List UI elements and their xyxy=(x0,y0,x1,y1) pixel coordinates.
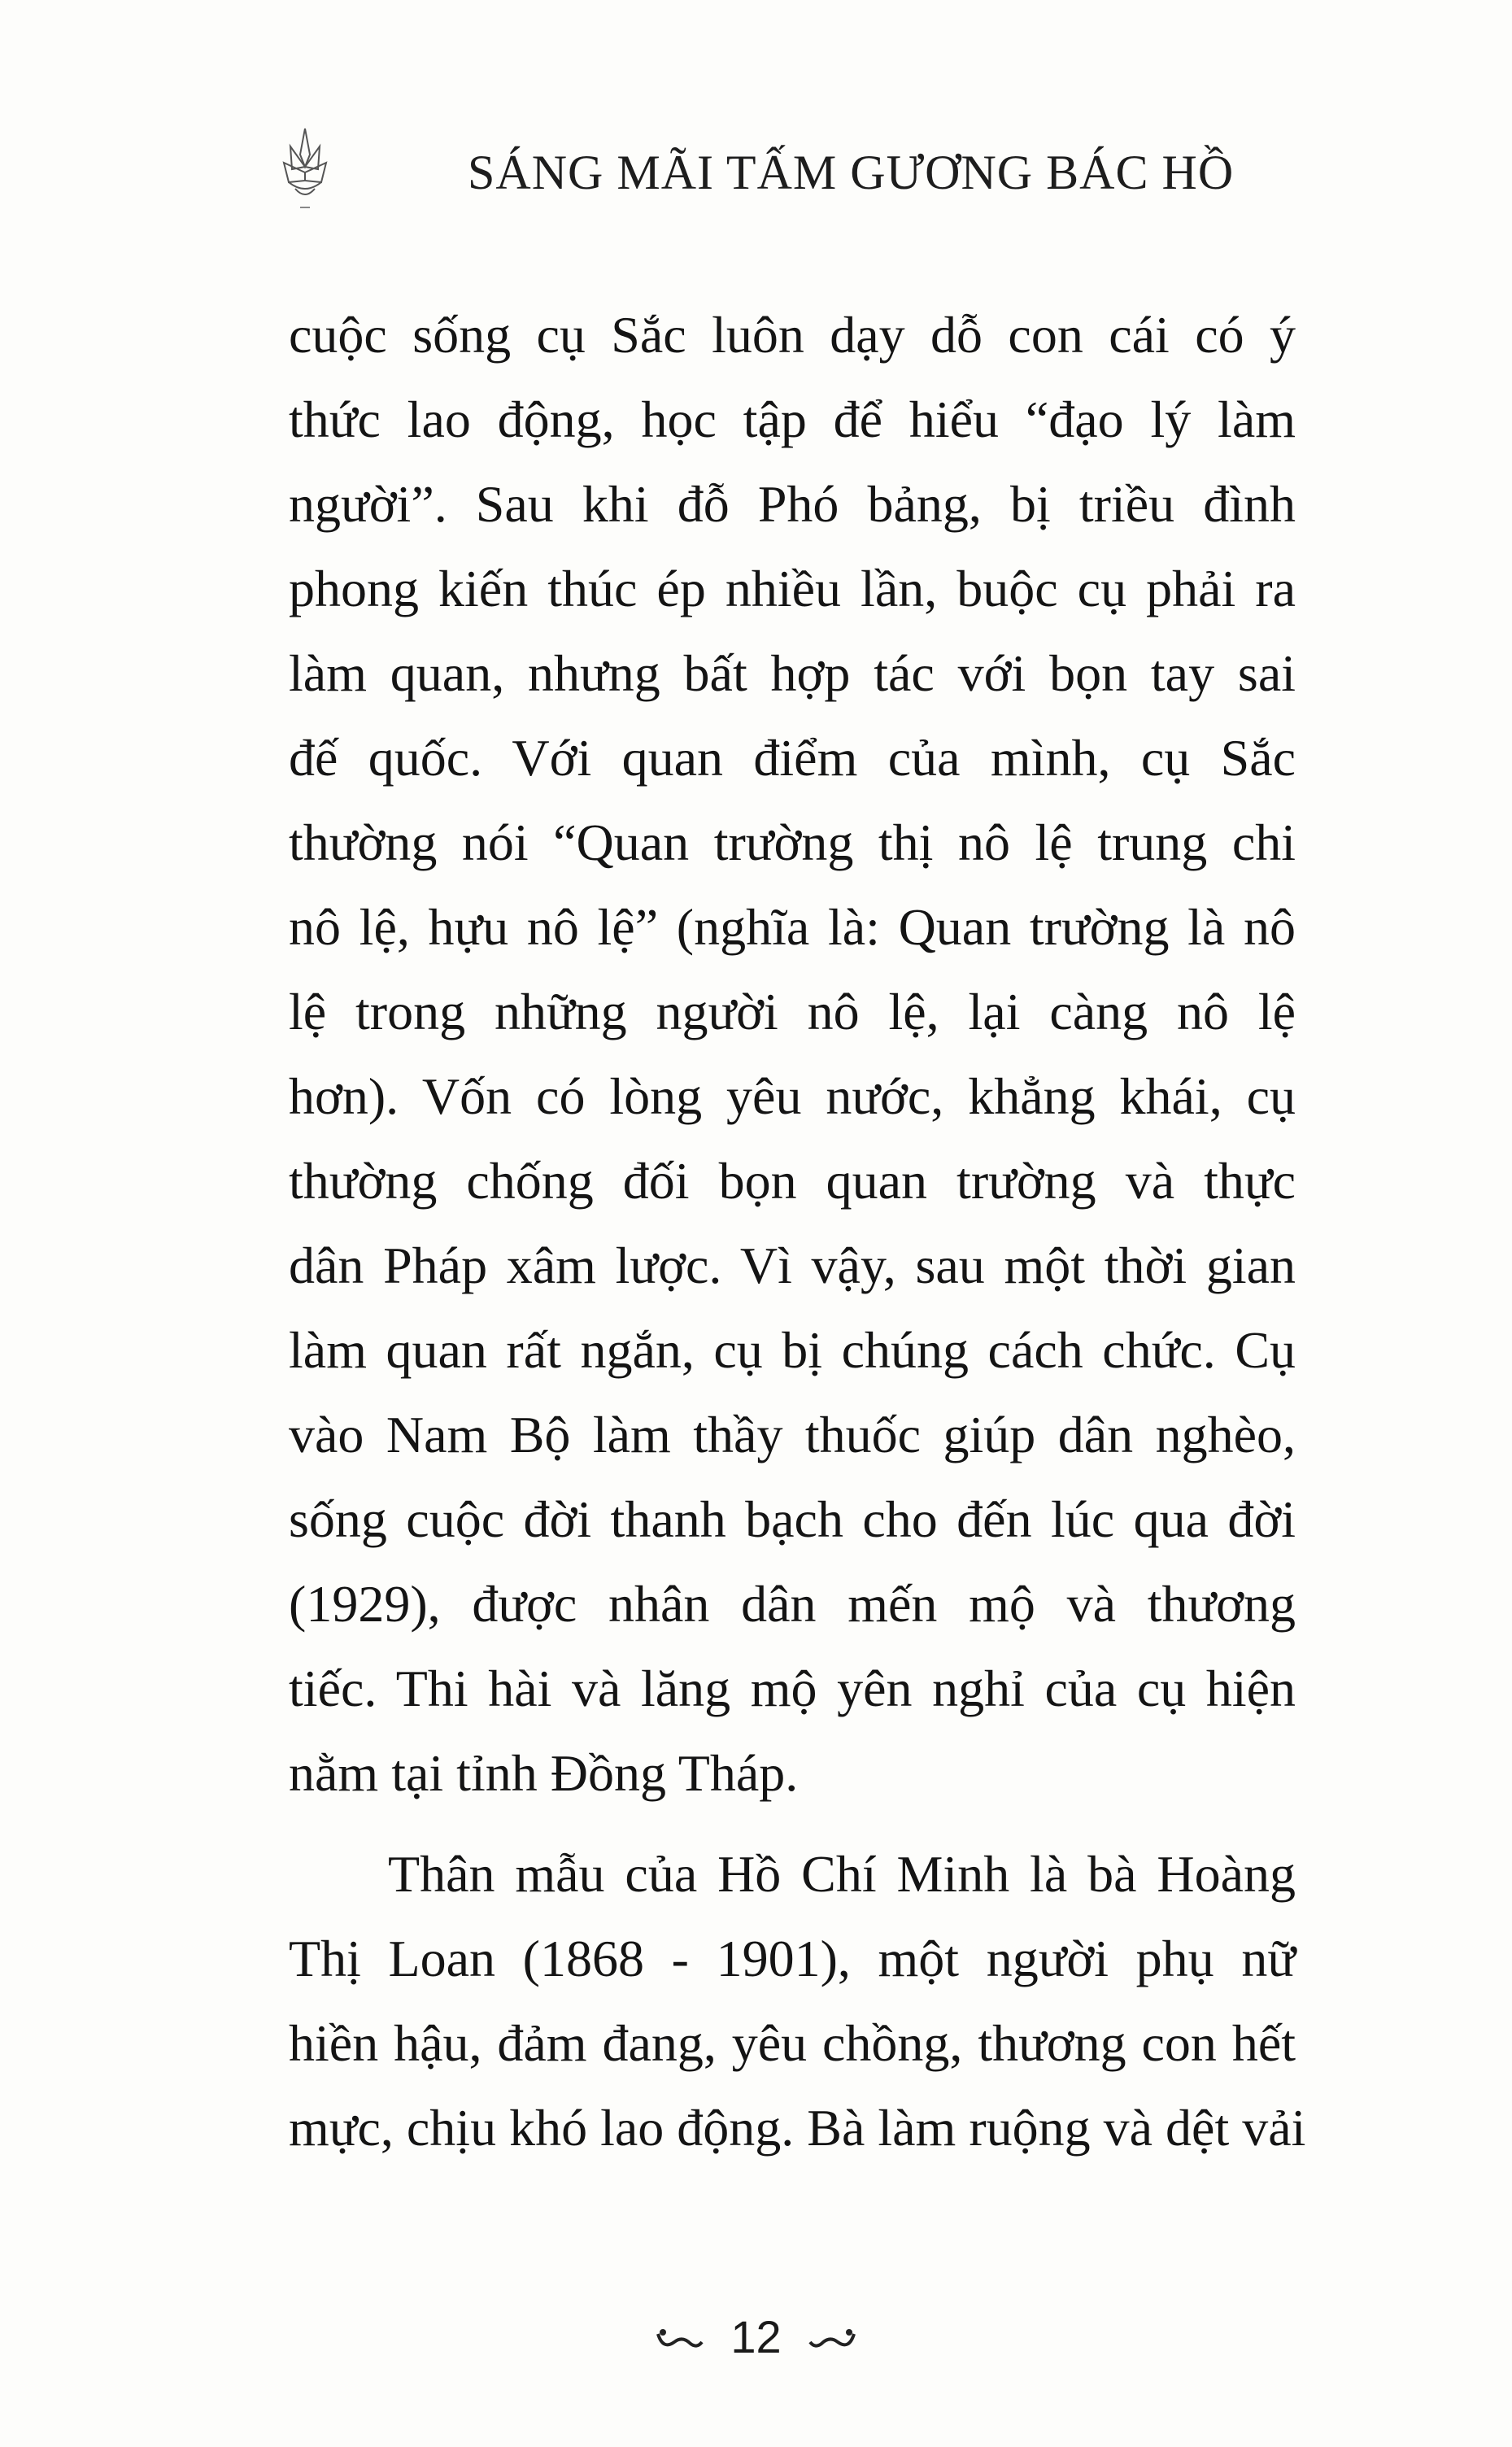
text-line: mực, chịu khó lao động. Bà làm ruộng và dệt vải xyxy=(289,2099,1306,2157)
text-line: dân Pháp xâm lược. Vì vậy, sau một thời gian xyxy=(289,1237,1296,1294)
text-line: Thị Loan (1868 - 1901), một người phụ nữ xyxy=(289,1930,1296,1987)
text-line: (1929), được nhân dân mến mộ và thương xyxy=(289,1575,1296,1633)
body-text xyxy=(289,293,1306,2170)
text-line: thường chống đối bọn quan trường và thực xyxy=(289,1152,1296,1210)
running-header xyxy=(268,114,1285,228)
page-footer xyxy=(0,2310,1512,2363)
paragraph-1 xyxy=(289,293,1296,1816)
flourish-left-icon xyxy=(655,2326,704,2355)
text-line: vào Nam Bộ làm thầy thuốc giúp dân nghèo, xyxy=(289,1406,1296,1463)
text-line: hiền hậu, đảm đang, yêu chồng, thương con hết xyxy=(289,2014,1296,2072)
header-title: SÁNG MÃI TẤM GƯƠNG BÁC HỒ xyxy=(468,146,1235,199)
text-line: sống cuộc đời thanh bạch cho đến lúc qua đời xyxy=(289,1490,1296,1548)
paragraph-2 xyxy=(289,1832,1306,2170)
text-line: đế quốc. Với quan điểm của mình, cụ Sắc xyxy=(289,729,1296,787)
page-number: 12 xyxy=(730,2311,782,2362)
text-line: Thân mẫu của Hồ Chí Minh là bà Hoàng xyxy=(388,1845,1296,1903)
text-line: tiếc. Thi hài và lăng mộ yên nghỉ của cụ hiện xyxy=(289,1660,1296,1717)
text-line: hơn). Vốn có lòng yêu nước, khẳng khái, cụ xyxy=(289,1067,1296,1125)
text-line: nằm tại tỉnh Đồng Tháp. xyxy=(289,1744,799,1802)
lotus-icon xyxy=(281,122,329,212)
text-line: thường nói “Quan trường thị nô lệ trung chi xyxy=(289,813,1296,871)
text-line: làm quan, nhưng bất hợp tác với bọn tay sai xyxy=(289,644,1296,702)
paragraph-gap xyxy=(289,1816,1296,1832)
text-line: phong kiến thúc ép nhiều lần, buộc cụ phải ra xyxy=(289,560,1296,617)
text-line: lệ trong những người nô lệ, lại càng nô lệ xyxy=(289,983,1296,1040)
text-line: nô lệ, hựu nô lệ” (nghĩa là: Quan trường là nô xyxy=(289,898,1296,956)
text-line: thức lao động, học tập để hiểu “đạo lý làm xyxy=(289,390,1296,448)
text-line: người”. Sau khi đỗ Phó bảng, bị triều đình xyxy=(289,475,1296,533)
flourish-right-icon xyxy=(808,2326,857,2355)
text-line: cuộc sống cụ Sắc luôn dạy dỗ con cái có ý xyxy=(289,306,1296,364)
text-line: làm quan rất ngắn, cụ bị chúng cách chức. Cụ xyxy=(289,1321,1296,1379)
